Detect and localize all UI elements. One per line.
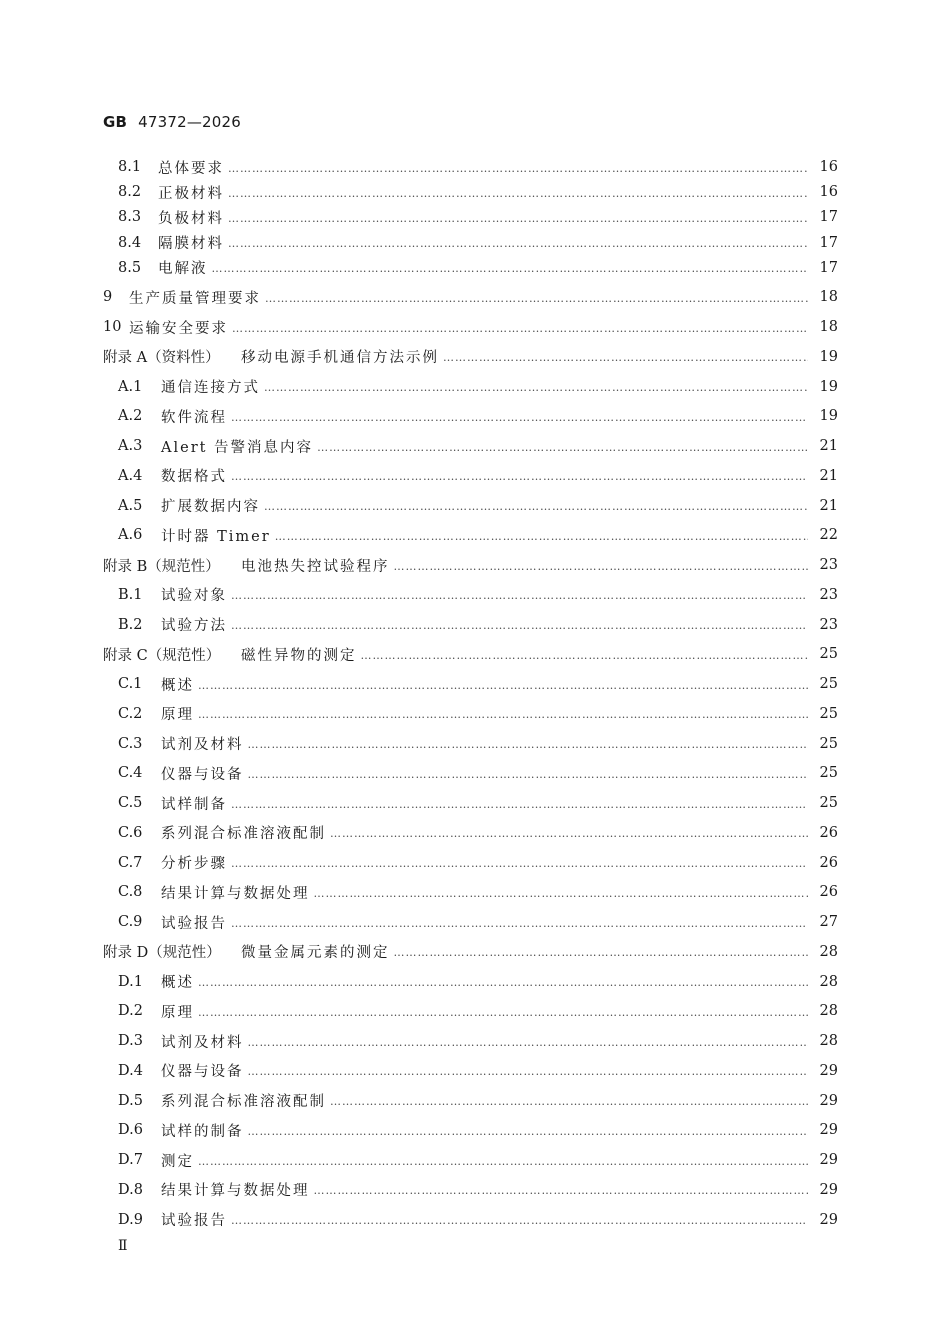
toc-leader-dots: [314, 887, 809, 900]
toc-entry-title: 通信连接方式: [161, 380, 260, 397]
toc-leader-dots: [265, 292, 808, 305]
toc-entry-page: 25: [819, 765, 838, 782]
toc-entry-number: 8.5: [118, 259, 142, 276]
toc-entry-title: 试剂及材料: [161, 1034, 244, 1051]
toc-entry[interactable]: [118, 1180, 838, 1200]
toc-entry-number: A.1: [118, 378, 143, 395]
toc-entry[interactable]: [118, 1061, 838, 1081]
toc-entry[interactable]: [118, 674, 838, 694]
toc-entry[interactable]: [118, 406, 838, 426]
toc-leader-dots: [443, 351, 808, 364]
toc-entry-number: C.5: [118, 795, 143, 812]
toc-entry-page: 18: [819, 289, 838, 306]
toc-leader-dots: [330, 1095, 808, 1108]
toc-entry[interactable]: [118, 763, 838, 783]
toc-leader-dots: [228, 237, 808, 250]
toc-entry-number: D.4: [118, 1062, 143, 1079]
toc-entry-number: D.5: [118, 1092, 143, 1109]
toc-entry-page: 25: [819, 795, 838, 812]
toc-entry[interactable]: [118, 704, 838, 724]
toc-entry-page: 29: [819, 1122, 838, 1139]
toc-entry-page: 17: [819, 259, 838, 276]
toc-entry-page: 29: [819, 1211, 838, 1228]
toc-entry-number: A.4: [118, 467, 143, 484]
toc-entry[interactable]: [118, 436, 838, 456]
toc-entry-page: 25: [819, 646, 838, 663]
toc-entry[interactable]: [118, 525, 838, 545]
toc-entry-page: 29: [819, 1181, 838, 1198]
toc-entry[interactable]: [118, 793, 838, 813]
toc-entry-title: 仪器与设备: [161, 766, 244, 783]
toc-leader-dots: [394, 560, 809, 573]
toc-entry-page: 16: [819, 159, 838, 175]
toc-leader-dots: [264, 500, 808, 513]
toc-entry-page: 17: [819, 234, 838, 251]
toc-entry[interactable]: [118, 1210, 838, 1230]
standard-code: 47372—2026: [138, 113, 242, 131]
toc-entry[interactable]: [103, 644, 838, 664]
toc-entry-title: 生产质量管理要求: [129, 290, 261, 307]
toc-leader-dots: [228, 162, 808, 175]
toc-entry-page: 28: [819, 943, 838, 960]
toc-leader-dots: [231, 1214, 808, 1227]
toc-entry-number: D.3: [118, 1033, 143, 1050]
toc-entry-page: 21: [819, 438, 838, 455]
toc-leader-dots: [264, 381, 808, 394]
toc-entry-page: 29: [819, 1062, 838, 1079]
toc-entry-title: 结果计算与数据处理: [161, 1183, 310, 1200]
toc-entry-title: 概述: [161, 975, 194, 992]
toc-entry-number: C.8: [118, 884, 143, 901]
toc-entry-title: 总体要求: [158, 160, 224, 177]
toc-entry-number: 8.2: [118, 184, 142, 201]
toc-entry[interactable]: [118, 882, 838, 902]
toc-entry-title: 磁性异物的测定: [241, 647, 357, 664]
toc-entry-title: 软件流程: [161, 409, 227, 426]
toc-entry-title: 分析步骤: [161, 856, 227, 873]
toc-leader-dots: [394, 946, 809, 959]
toc-entry[interactable]: [103, 287, 838, 307]
toc-entry[interactable]: [118, 258, 838, 278]
toc-entry-title: 结果计算与数据处理: [161, 885, 310, 902]
toc-entry[interactable]: [118, 1120, 838, 1140]
toc-entry-title: 扩展数据内容: [161, 499, 260, 516]
toc-entry-title: 隔膜材料: [158, 236, 224, 253]
document-header: [103, 113, 241, 131]
toc-entry[interactable]: [118, 853, 838, 873]
toc-entry-title: 系列混合标准溶液配制: [161, 826, 326, 843]
toc-leader-dots: [198, 679, 808, 692]
toc-entry-page: 26: [819, 824, 838, 841]
toc-entry[interactable]: [118, 466, 838, 486]
toc-entry-number: D.6: [118, 1122, 143, 1139]
toc-leader-dots: [231, 589, 808, 602]
toc-entry[interactable]: [103, 555, 838, 575]
toc-entry-page: 18: [819, 319, 838, 336]
toc-entry-number: C.3: [118, 735, 143, 752]
toc-entry-number: C.6: [118, 824, 143, 841]
toc-entry[interactable]: [118, 1150, 838, 1170]
toc-entry-number: A.2: [118, 408, 143, 425]
toc-entry[interactable]: [118, 585, 838, 605]
toc-entry-number: D.9: [118, 1211, 143, 1228]
toc-entry-title: 数据格式: [161, 469, 227, 486]
toc-entry-title: 负极材料: [158, 210, 224, 227]
toc-entry[interactable]: [118, 615, 838, 635]
toc-entry-title: 电解液: [158, 261, 208, 278]
toc-entry-page: 26: [819, 884, 838, 901]
toc-leader-dots: [248, 1036, 809, 1049]
toc-entry-page: 29: [819, 1152, 838, 1169]
toc-entry-number: C.7: [118, 854, 143, 871]
toc-leader-dots: [198, 1155, 808, 1168]
toc-entry-page: 27: [819, 914, 838, 931]
toc-entry-number: D.7: [118, 1152, 143, 1169]
toc-entry-number: D.2: [118, 1003, 143, 1020]
toc-entry-page: 22: [819, 527, 838, 544]
toc-leader-dots: [198, 708, 808, 721]
toc-leader-dots: [248, 738, 809, 751]
toc-entry-title: 正极材料: [158, 185, 224, 202]
toc-entry[interactable]: [118, 1031, 838, 1051]
toc-entry-number: 8.1: [118, 159, 142, 175]
toc-entry-page: 21: [819, 467, 838, 484]
toc-entry-page: 17: [819, 209, 838, 226]
toc-entry-page: 25: [819, 676, 838, 693]
toc-entry[interactable]: [118, 157, 838, 177]
toc-entry[interactable]: [103, 317, 838, 337]
toc-leader-dots: [231, 470, 808, 483]
toc-entry-title: 原理: [161, 1004, 194, 1021]
toc-entry-number: C.4: [118, 765, 143, 782]
toc-entry-number: 8.4: [118, 234, 142, 251]
toc-entry-number: 8.3: [118, 209, 142, 226]
toc-entry[interactable]: [118, 912, 838, 932]
toc-entry-number: A.5: [118, 497, 143, 514]
toc-leader-dots: [231, 798, 808, 811]
toc-leader-dots: [228, 212, 808, 225]
toc-entry[interactable]: [118, 182, 838, 202]
toc-leader-dots: [248, 1125, 809, 1138]
toc-leader-dots: [317, 441, 808, 454]
toc-entry-page: 23: [819, 586, 838, 603]
toc-entry-page: 23: [819, 557, 838, 574]
toc-entry-number: A.3: [118, 438, 143, 455]
toc-leader-dots: [330, 827, 808, 840]
toc-entry-number: 附录 A（资料性）: [103, 350, 220, 367]
toc-leader-dots: [231, 917, 808, 930]
toc-entry-page: 21: [819, 497, 838, 514]
toc-entry-title: 电池热失控试验程序: [241, 558, 390, 575]
toc-leader-dots: [198, 1006, 808, 1019]
toc-entry-page: 19: [819, 378, 838, 395]
toc-entry-page: 29: [819, 1092, 838, 1109]
toc-leader-dots: [275, 530, 808, 543]
toc-leader-dots: [314, 1184, 809, 1197]
toc-leader-dots: [248, 768, 809, 781]
toc-entry-title: 系列混合标准溶液配制: [161, 1094, 326, 1111]
toc-entry-title: 试样的制备: [161, 1123, 244, 1140]
toc-entry-title: 试验报告: [161, 1213, 227, 1230]
toc-entry[interactable]: [118, 1001, 838, 1021]
toc-entry-title: 试剂及材料: [161, 737, 244, 754]
toc-entry-page: 25: [819, 705, 838, 722]
toc-entry-title: 试验对象: [161, 588, 227, 605]
toc-entry-page: 19: [819, 408, 838, 425]
toc-entry[interactable]: [118, 207, 838, 227]
toc-entry[interactable]: [103, 942, 838, 962]
toc-leader-dots: [248, 1065, 809, 1078]
toc-entry-title: Alert 告警消息内容: [161, 439, 314, 456]
toc-entry-title: 运输安全要求: [129, 320, 228, 337]
toc-entry-page: 28: [819, 1003, 838, 1020]
toc-entry-number: C.9: [118, 914, 143, 931]
toc-entry-page: 28: [819, 1033, 838, 1050]
toc-entry-title: 试验方法: [161, 618, 227, 635]
toc-entry-number: D.8: [118, 1181, 143, 1198]
toc-entry-number: 附录 C（规范性）: [103, 647, 221, 664]
toc-entry-number: 附录 D（规范性）: [103, 945, 221, 962]
toc-entry-page: 28: [819, 973, 838, 990]
toc-entry-number: 附录 B（规范性）: [103, 558, 220, 575]
toc-entry[interactable]: [118, 1091, 838, 1111]
toc-entry-title: 移动电源手机通信方法示例: [241, 350, 439, 367]
toc-entry[interactable]: [118, 377, 838, 397]
toc-leader-dots: [231, 619, 808, 632]
toc-leader-dots: [228, 187, 808, 200]
toc-entry-number: B.2: [118, 616, 143, 633]
toc-entry-title: 测定: [161, 1153, 194, 1170]
toc-entry-page: 26: [819, 854, 838, 871]
toc-entry-number: B.1: [118, 586, 143, 603]
toc-entry-page: 25: [819, 735, 838, 752]
toc-entry[interactable]: [103, 347, 838, 367]
toc-entry-title: 微量金属元素的测定: [241, 945, 390, 962]
toc-entry-number: A.6: [118, 527, 143, 544]
toc-entry-title: 仪器与设备: [161, 1064, 244, 1081]
toc-entry-title: 原理: [161, 707, 194, 724]
toc-leader-dots: [361, 649, 809, 662]
toc-entry[interactable]: [118, 972, 838, 992]
toc-entry-title: 概述: [161, 677, 194, 694]
toc-entry-page: 23: [819, 616, 838, 633]
toc-leader-dots: [231, 857, 808, 870]
toc-entry-number: D.1: [118, 973, 143, 990]
toc-entry-page: 19: [819, 348, 838, 365]
toc-entry-title: 试验报告: [161, 915, 227, 932]
toc-entry-number: C.1: [118, 676, 143, 693]
toc-entry[interactable]: [118, 734, 838, 754]
toc-entry-page: 16: [819, 184, 838, 201]
toc-leader-dots: [198, 976, 808, 989]
toc-entry-title: 计时器 Timer: [161, 528, 271, 545]
toc-entry[interactable]: [118, 823, 838, 843]
toc-leader-dots: [231, 411, 808, 424]
standard-prefix: GB: [103, 113, 128, 131]
toc-entry-title: 试样制备: [161, 796, 227, 813]
toc-entry[interactable]: [118, 496, 838, 516]
toc-entry-number: C.2: [118, 705, 143, 722]
toc-entry-number: 9: [103, 289, 113, 306]
page-number: Ⅱ: [118, 1238, 128, 1254]
toc-leader-dots: [212, 262, 809, 275]
toc-leader-dots: [232, 322, 808, 335]
toc-entry-number: 10: [103, 319, 122, 336]
toc-entry[interactable]: [118, 233, 838, 253]
